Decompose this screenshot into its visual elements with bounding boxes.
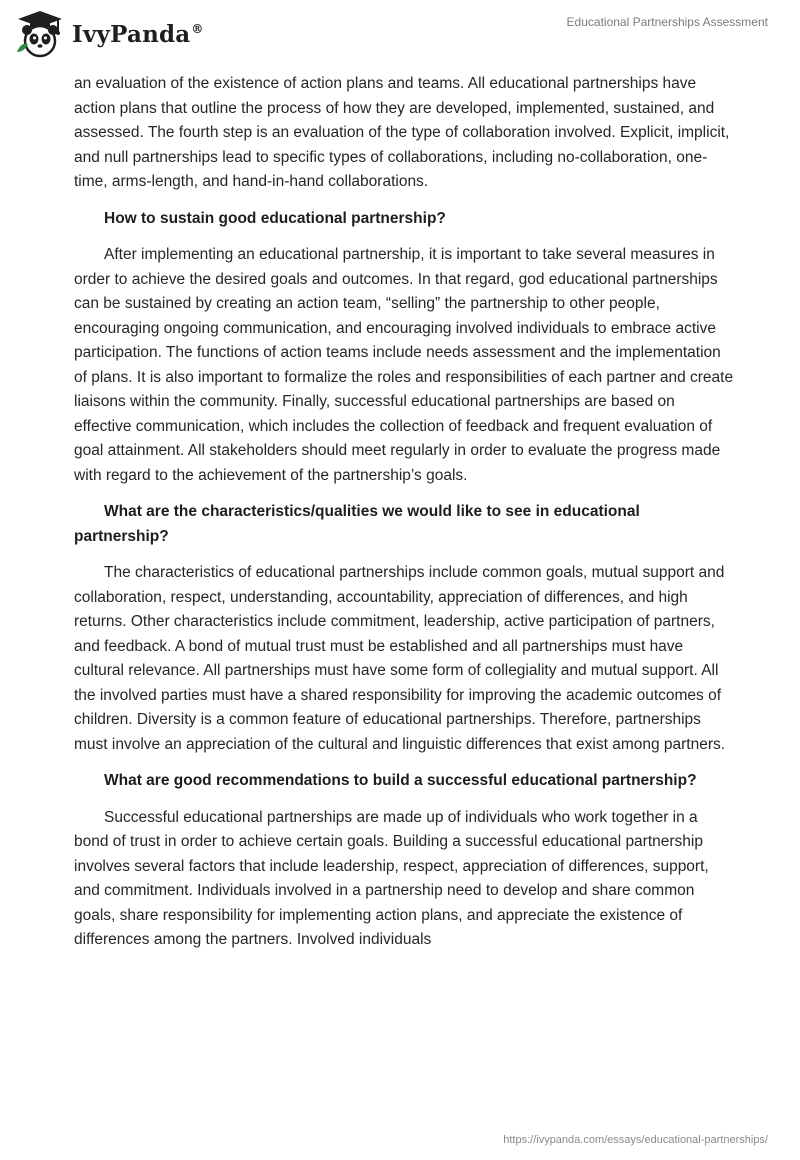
paragraph-sustain: After implementing an educational partnership, it is important to take several measures in order to achieve the desired goals and outcomes. In that regard, god educational partnerships can be sustained by creating an action team, “selling” the partnership to other people, encouraging ongoing communication, and encouraging involved individuals to embrace active participation. The functions of action teams include needs assessment and the implementation of plans. It is also important to formalize the roles and responsibilities of each partner and create liaisons within the community. Finally, successful educational partnerships are based on effective communication, which includes the collection of feedback and frequent evaluation of goal attainment. All stakeholders should meet regularly in order to evaluate the progress made with regard to the achievement of the partnership’s goals. — [74, 246, 734, 484]
document-title: Educational Partnerships Assessment — [566, 15, 768, 29]
section-heading-recommendations: What are good recommendations to build a successful educational partnership? — [104, 772, 697, 789]
paragraph-continued: an evaluation of the existence of action plans and teams. All educational partnerships have action plans that outline the process of how they are developed, implemented, sustained, and assessed. The fourth step is an evaluation of the type of collaboration involved. Explicit, implicit, and null partnerships lead to specific types of collaborations, including no-collaboration, one-time, arms-length, and hand-in-hand collaborations. — [74, 75, 730, 190]
brand-name: IvyPanda® — [72, 20, 204, 48]
paragraph-characteristics: The characteristics of educational partnerships include common goals, mutual support and collaboration, respect, understanding, accountability, appreciation of differences, and high returns. Other characteristics include commitment, leadership, active participation of partners, and feedback. A bond of mutual trust must be established and all partnerships must have cultural relevance. All partnerships must have some form of collegiality and mutual support. All the involved parties must have a shared responsibility for improving the academic outcomes of children. Diversity is a common feature of educational partnerships. Therefore, partnerships must involve an appreciation of the cultural and linguistic differences that exist among partners. — [74, 564, 726, 753]
source-url[interactable]: https://ivypanda.com/essays/educational-partnerships/ — [503, 1134, 768, 1146]
page-header — [0, 0, 800, 70]
ivypanda-logo[interactable] — [14, 8, 204, 60]
section-heading-characteristics: What are the characteristics/qualities we would like to see in educational partnership? — [74, 503, 640, 545]
paragraph-recommendations: Successful educational partnerships are made up of individuals who work together in a bond of trust in order to achieve certain goals. Building a successful educational partnership involves several factors that include leadership, respect, appreciation of differences, support, and commitment. Individuals involved in a partnership need to develop and share common goals, share responsibility for implementing action plans, and appreciate the existence of differences among the partners. Involved individuals — [74, 808, 709, 948]
panda-graduate-icon — [14, 8, 66, 60]
section-heading-sustain: How to sustain good educational partnership? — [104, 209, 446, 227]
essay-body — [74, 72, 734, 953]
